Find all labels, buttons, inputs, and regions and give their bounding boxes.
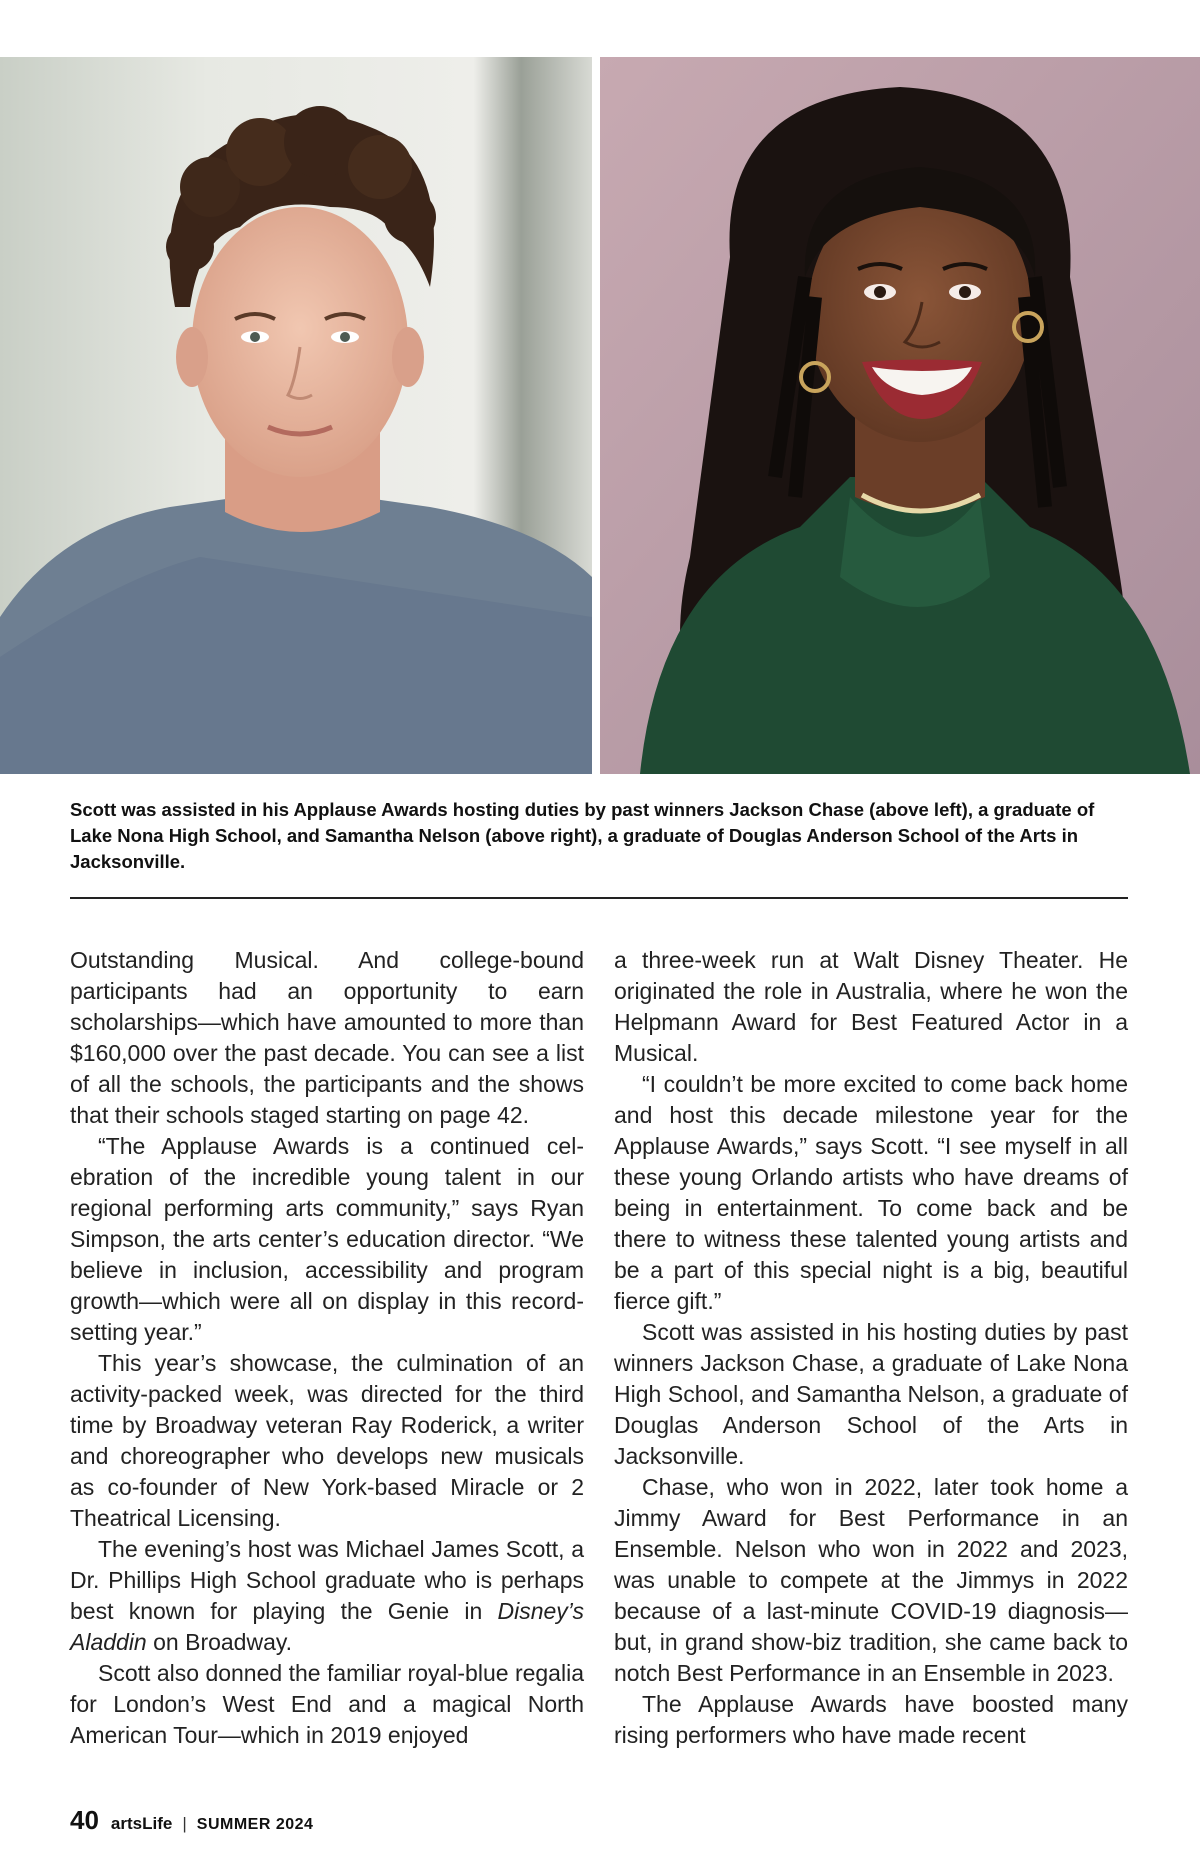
- paragraph-text: on Broadway.: [146, 1629, 293, 1655]
- page-number: 40: [70, 1805, 99, 1835]
- portrait-illustration-right: [600, 57, 1200, 774]
- paragraph: Outstanding Musical. And college-bound participants had an opportunity to earn scholarships—which have amounted to more than $160,000 over the past decade. You can see a list of all the schools, the participants and the shows that their schools staged starting on page 42.: [70, 947, 584, 1128]
- article-column-right: [614, 945, 1128, 1751]
- caption-divider: [70, 897, 1128, 899]
- paragraph: Scott was assisted in his hosting duties by past winners Jackson Chase, a graduate of Lake Nona High School, and Samantha Nelson, a graduate of Douglas Anderson School of the Arts in Jacksonville.: [614, 1319, 1128, 1469]
- paragraph: “I couldn’t be more excited to come back home and host this decade milestone year for the Applause Awards,” says Scott. “I see myself in all these young Orlando artists who have dreams of being in entertainment. To come back and be there to witness these talented young artists and be a part of this special night is a big, beautiful fierce gift.”: [614, 1071, 1128, 1314]
- article-column-left: [70, 945, 584, 1751]
- issue-label: SUMMER 2024: [196, 1816, 314, 1833]
- portrait-illustration-left: [0, 57, 592, 774]
- show-title: Disney’s Aladdin: [70, 1598, 584, 1655]
- paragraph: Chase, who won in 2022, later took home a Jimmy Award for Best Performance in an Ensemble. Nelson who won in 2022 and 2023, was unable to compete at the Jimmys in 2022 because of a last-minute COVID-19 diagnosis—but, in grand show-biz tradition, she came back to notch Best Performance in an Ensemble in 2023.: [614, 1474, 1128, 1686]
- photo-caption: Scott was assisted in his Applause Awards hosting duties by past winners Jackson Chase (above left), a graduate of Lake Nona High School, and Samantha Nelson (above right), a graduate of Douglas Anderson School of the Arts in Jacksonville.: [70, 799, 1095, 872]
- photo-samantha-nelson: [600, 57, 1200, 774]
- photo-jackson-chase: [0, 57, 592, 774]
- page-footer: [70, 1805, 313, 1835]
- paragraph: “The Applause Awards is a continued celebration of the incredible young talent in our regional performing arts community,” says Ryan Simpson, the arts center’s education director. “We believe in inclusion, accessibility and program growth—which were all on display in this record-setting year.”: [70, 1133, 584, 1345]
- paragraph: a three-week run at Walt Disney Theater. He originated the role in Australia, where he won the Helpmann Award for Best Featured Actor in a Musical.: [614, 947, 1128, 1066]
- publication-name: artsLife: [110, 1814, 173, 1833]
- paragraph-text: The evening’s host was Michael James Scott, a Dr. Phillips High School graduate who is perhaps best known for playing the Genie in: [70, 1536, 584, 1624]
- footer-separator: |: [182, 1814, 187, 1833]
- paragraph: This year’s showcase, the culmination of an activity-packed week, was directed for the third time by Broadway veteran Ray Roderick, a writer and choreographer who develops new musicals as co-founder of New York-based Miracle or 2 Theatrical Licensing.: [70, 1350, 584, 1531]
- paragraph: The Applause Awards have boosted many rising performers who have made recent: [614, 1691, 1128, 1748]
- paragraph: [70, 1534, 584, 1658]
- paragraph: Scott also donned the familiar royal-blue regalia for London’s West End and a magical North American Tour—which in 2019 enjoyed: [70, 1660, 584, 1748]
